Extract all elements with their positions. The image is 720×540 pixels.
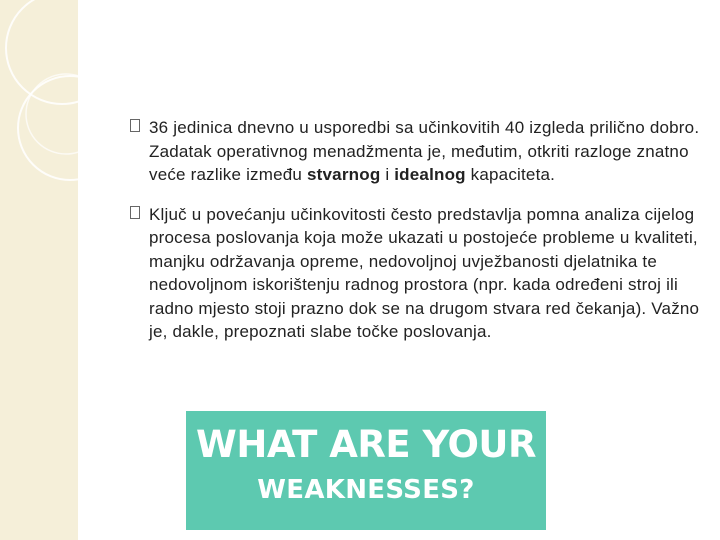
bullet-text: Ključ u povećanju učinkovitosti često predstavlja pomna analiza cijelog procesa poslovanja koja može ukazati u postojeće probleme u kvaliteti, manjku održavanja opreme, nedovoljnoj uvježbanosti djelatnika te nedovoljnom iskorištenju radnog prostora (npr. kada određeni stroj ili radno mjesto stoji prazno dok se na drugom stvara red čekanja). Važno je, dakle, prepoznati slabe točke poslovanja. — [149, 204, 700, 341]
bullet-item — [130, 116, 705, 187]
bullet-text: 36 jedinica dnevno u usporedbi sa učinkovitih 40 izgleda prilično dobro. Zadatak operativnog menadžmenta je, međutim, otkriti razloge znatno veće razlike između stvarnog i idealnog kapaciteta. — [149, 118, 700, 184]
bullet-box-icon — [130, 119, 140, 132]
bullet-box-icon — [130, 206, 140, 219]
weaknesses-banner-image — [186, 411, 546, 530]
decorative-side-strip — [0, 0, 78, 540]
slide-content — [130, 116, 705, 344]
bullet-item — [130, 203, 705, 344]
banner-line-1: WHAT ARE YOUR — [196, 423, 536, 466]
banner-line-2: WEAKNESSES? — [257, 475, 475, 505]
decorative-circles — [0, 0, 78, 540]
